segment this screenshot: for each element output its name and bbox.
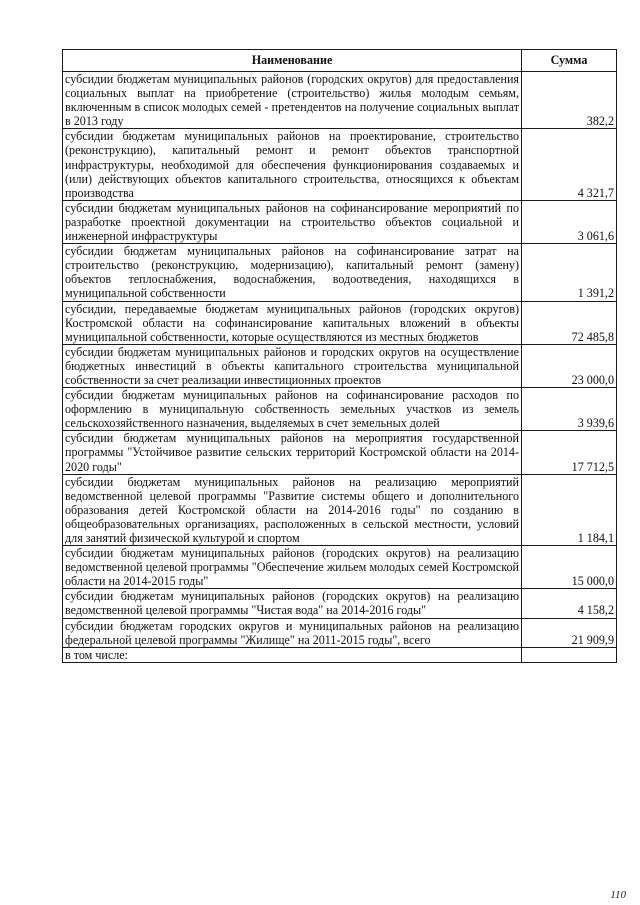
row-sum: 1 391,2 [522, 244, 617, 301]
row-name: субсидии, передаваемые бюджетам муниципальных районов (городских округов) Костромской области на софинансирование капитальных вложений в объекты муниципальной собственности, которые осуществляются из местных бюджетов [63, 301, 522, 344]
table-header-row [63, 50, 617, 72]
page-number: 110 [610, 889, 626, 901]
row-sum: 4 158,2 [522, 589, 617, 618]
row-sum: 3 061,6 [522, 200, 617, 243]
table-row [63, 546, 617, 589]
row-sum: 15 000,0 [522, 546, 617, 589]
table-body [63, 72, 617, 663]
row-name: субсидии бюджетам муниципальных районов (городских округов) на реализацию ведомственной целевой программы "Чистая вода" на 2014-2016 годы" [63, 589, 522, 618]
row-name: субсидии бюджетам муниципальных районов и городских округов на осуществление бюджетных инвестиций в объекты капитального строительства муниципальной собственности за счет реализации инвестиционных проектов [63, 344, 522, 387]
table-row [63, 244, 617, 301]
header-name: Наименование [63, 50, 522, 72]
table-row [63, 618, 617, 647]
table-row [63, 344, 617, 387]
row-name: субсидии бюджетам муниципальных районов на проектирование, строительство (реконструкцию), капитальный ремонт и ремонт объектов транспортной инфраструктуры, необходимой для обеспечения функционирования создаваемых и (или) действующих объектов капитального строительства, относящихся к объектам производства [63, 129, 522, 200]
row-name: субсидии бюджетам муниципальных районов на софинансирование расходов по оформлению в муниципальную собственность земельных участков из земель сельскохозяйственного назначения, выделяемых в счет земельных долей [63, 388, 522, 431]
row-sum: 17 712,5 [522, 431, 617, 474]
row-name: субсидии бюджетам муниципальных районов на реализацию мероприятий ведомственной целевой программы "Развитие системы общего и дополнительного образования детей Костромской области на 2014-2016 годы" по созданию в общеобразовательных организациях, расположенных в сельской местности, условий для занятий физической культурой и спортом [63, 474, 522, 545]
row-name: субсидии бюджетам муниципальных районов на софинансирование мероприятий по разработке проектной документации на строительство объектов социальной и инженерной инфраструктуры [63, 200, 522, 243]
table-row [63, 431, 617, 474]
row-name: субсидии бюджетам муниципальных районов на мероприятия государственной программы "Устойчивое развитие сельских территорий Костромской области на 2014-2020 годы" [63, 431, 522, 474]
table-row [63, 72, 617, 129]
row-name: субсидии бюджетам муниципальных районов (городских округов) на реализацию ведомственной целевой программы "Обеспечение жильем молодых семей Костромской области на 2014-2015 годы" [63, 546, 522, 589]
row-sum: 4 321,7 [522, 129, 617, 200]
row-sum: 21 909,9 [522, 618, 617, 647]
table-row [63, 589, 617, 618]
row-sum: 1 184,1 [522, 474, 617, 545]
row-sum: 3 939,6 [522, 388, 617, 431]
header-sum: Сумма [522, 50, 617, 72]
subsidies-table [62, 49, 617, 663]
row-sum: 382,2 [522, 72, 617, 129]
row-name: субсидии бюджетам муниципальных районов (городских округов) для предоставления социальных выплат на приобретение (строительство) жилья молодым семьям, включенным в список молодых семей - претендентов на получение социальных выплат в 2013 году [63, 72, 522, 129]
row-name: субсидии бюджетам городских округов и муниципальных районов на реализацию федеральной целевой программы "Жилище" на 2011-2015 годы", всего [63, 618, 522, 647]
row-name: в том числе: [63, 647, 522, 662]
table-row [63, 301, 617, 344]
row-sum [522, 647, 617, 662]
table-row [63, 647, 617, 662]
table-row [63, 200, 617, 243]
row-sum: 72 485,8 [522, 301, 617, 344]
table-row [63, 388, 617, 431]
table-row [63, 474, 617, 545]
table-row [63, 129, 617, 200]
row-sum: 23 000,0 [522, 344, 617, 387]
row-name: субсидии бюджетам муниципальных районов на софинансирование затрат на строительство (реконструкцию, модернизацию), капитальный ремонт (замену) объектов теплоснабжения, водоснабжения, водоотведения, находящихся в муниципальной собственности [63, 244, 522, 301]
